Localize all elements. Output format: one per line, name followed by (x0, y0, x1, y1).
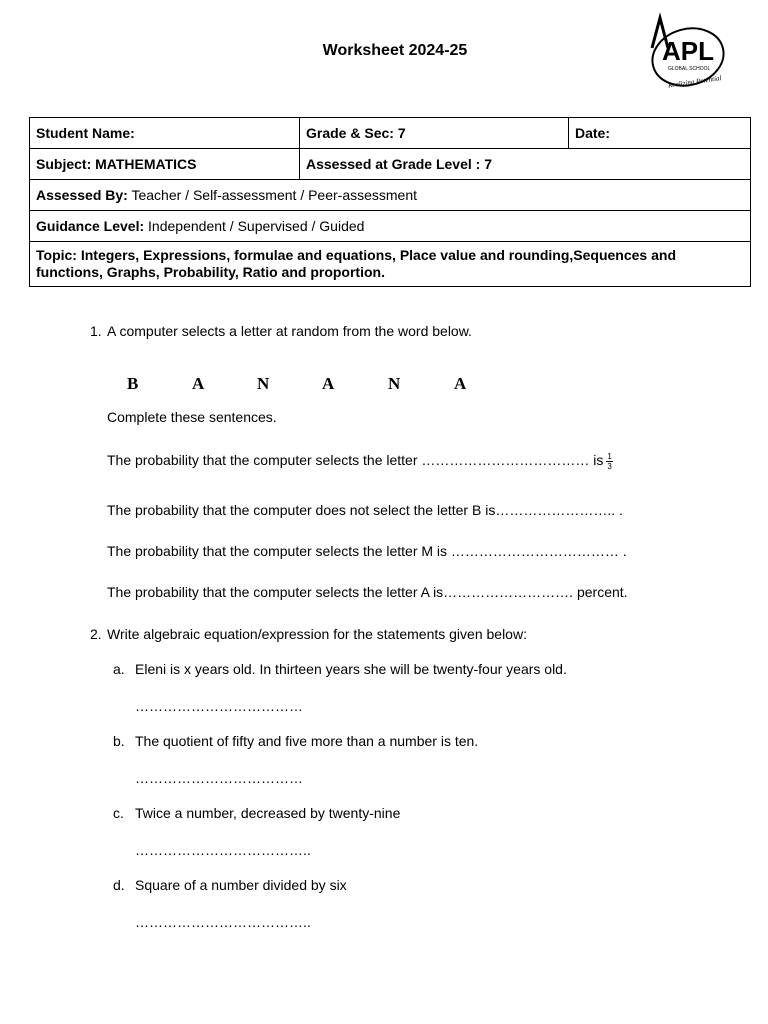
subject-cell: Subject: MATHEMATICS (30, 149, 300, 180)
q1-text: A computer selects a letter at random from the word below. (107, 323, 472, 339)
word-letter: N (388, 374, 401, 393)
q1-sentence-2: The probability that the computer does not select the letter B is…………………….. . (107, 502, 623, 518)
fraction-one-third (606, 452, 612, 471)
q2-item-label: b. (113, 733, 125, 749)
answer-blank[interactable]: ……………………………… (135, 698, 303, 714)
logo-subtitle: GLOBAL SCHOOL (668, 66, 711, 72)
q1-sentence-4: The probability that the computer selects the letter A is………………………. percent. (107, 584, 628, 600)
guidance-label: Guidance Level: (36, 217, 145, 234)
answer-blank[interactable]: ……………………………… (135, 770, 303, 786)
q2-item-label: c. (113, 805, 124, 821)
q2-item-text: The quotient of fifty and five more than a number is ten. (135, 733, 479, 749)
page-title: Worksheet 2024-25 (322, 42, 468, 59)
student-name-cell[interactable]: Student Name: (30, 118, 300, 149)
q1-sentence-1-text: The probability that the computer selects the letter ……………………………… is (107, 452, 604, 469)
q1-sentence-1 (107, 452, 613, 471)
q2-number: 2. (90, 626, 102, 642)
word-letter: A (454, 374, 467, 393)
assessed-by-value: Teacher / Self-assessment / Peer-assessment (127, 186, 418, 203)
fraction-numerator: 1 (607, 452, 612, 461)
student-info-table (29, 117, 751, 287)
q2-item-text: Eleni is x years old. In thirteen years she will be twenty-four years old. (135, 661, 567, 677)
q2-item-text: Square of a number divided by six (135, 877, 347, 893)
q2-item-text: Twice a number, decreased by twenty-nine (135, 805, 401, 821)
assessed-level-cell: Assessed at Grade Level : 7 (300, 149, 751, 180)
q1-instruction: Complete these sentences. (107, 409, 277, 425)
q2-item-label: a. (113, 661, 125, 677)
logo-tagline: Realizing Potential (667, 74, 722, 90)
guidance-value: Independent / Supervised / Guided (144, 217, 365, 234)
guidance-level-cell (30, 211, 751, 242)
q1-sentence-3: The probability that the computer selects the letter M is ……………………………… . (107, 543, 627, 559)
word-letter: B (127, 374, 139, 393)
q2-item-label: d. (113, 877, 125, 893)
assessed-by-label: Assessed By: (36, 186, 128, 203)
answer-blank[interactable]: ……………………………….. (135, 842, 311, 858)
date-cell[interactable]: Date: (569, 118, 751, 149)
word-letter: A (192, 374, 205, 393)
logo-text: APL (662, 36, 714, 66)
word-letter: N (257, 374, 270, 393)
assessed-by-cell (30, 180, 751, 211)
q2-text: Write algebraic equation/expression for the statements given below: (107, 626, 527, 642)
topic-cell: Topic: Integers, Expressions, formulae and equations, Place value and rounding,Sequences and functions, Graphs, Probability, Ratio and proportion. (30, 242, 751, 287)
school-logo (646, 12, 728, 92)
grade-sec-cell: Grade & Sec: 7 (300, 118, 569, 149)
fraction-denominator: 3 (607, 462, 612, 471)
word-letter: A (322, 374, 335, 393)
q1-number: 1. (90, 323, 102, 339)
answer-blank[interactable]: ……………………………….. (135, 914, 311, 930)
